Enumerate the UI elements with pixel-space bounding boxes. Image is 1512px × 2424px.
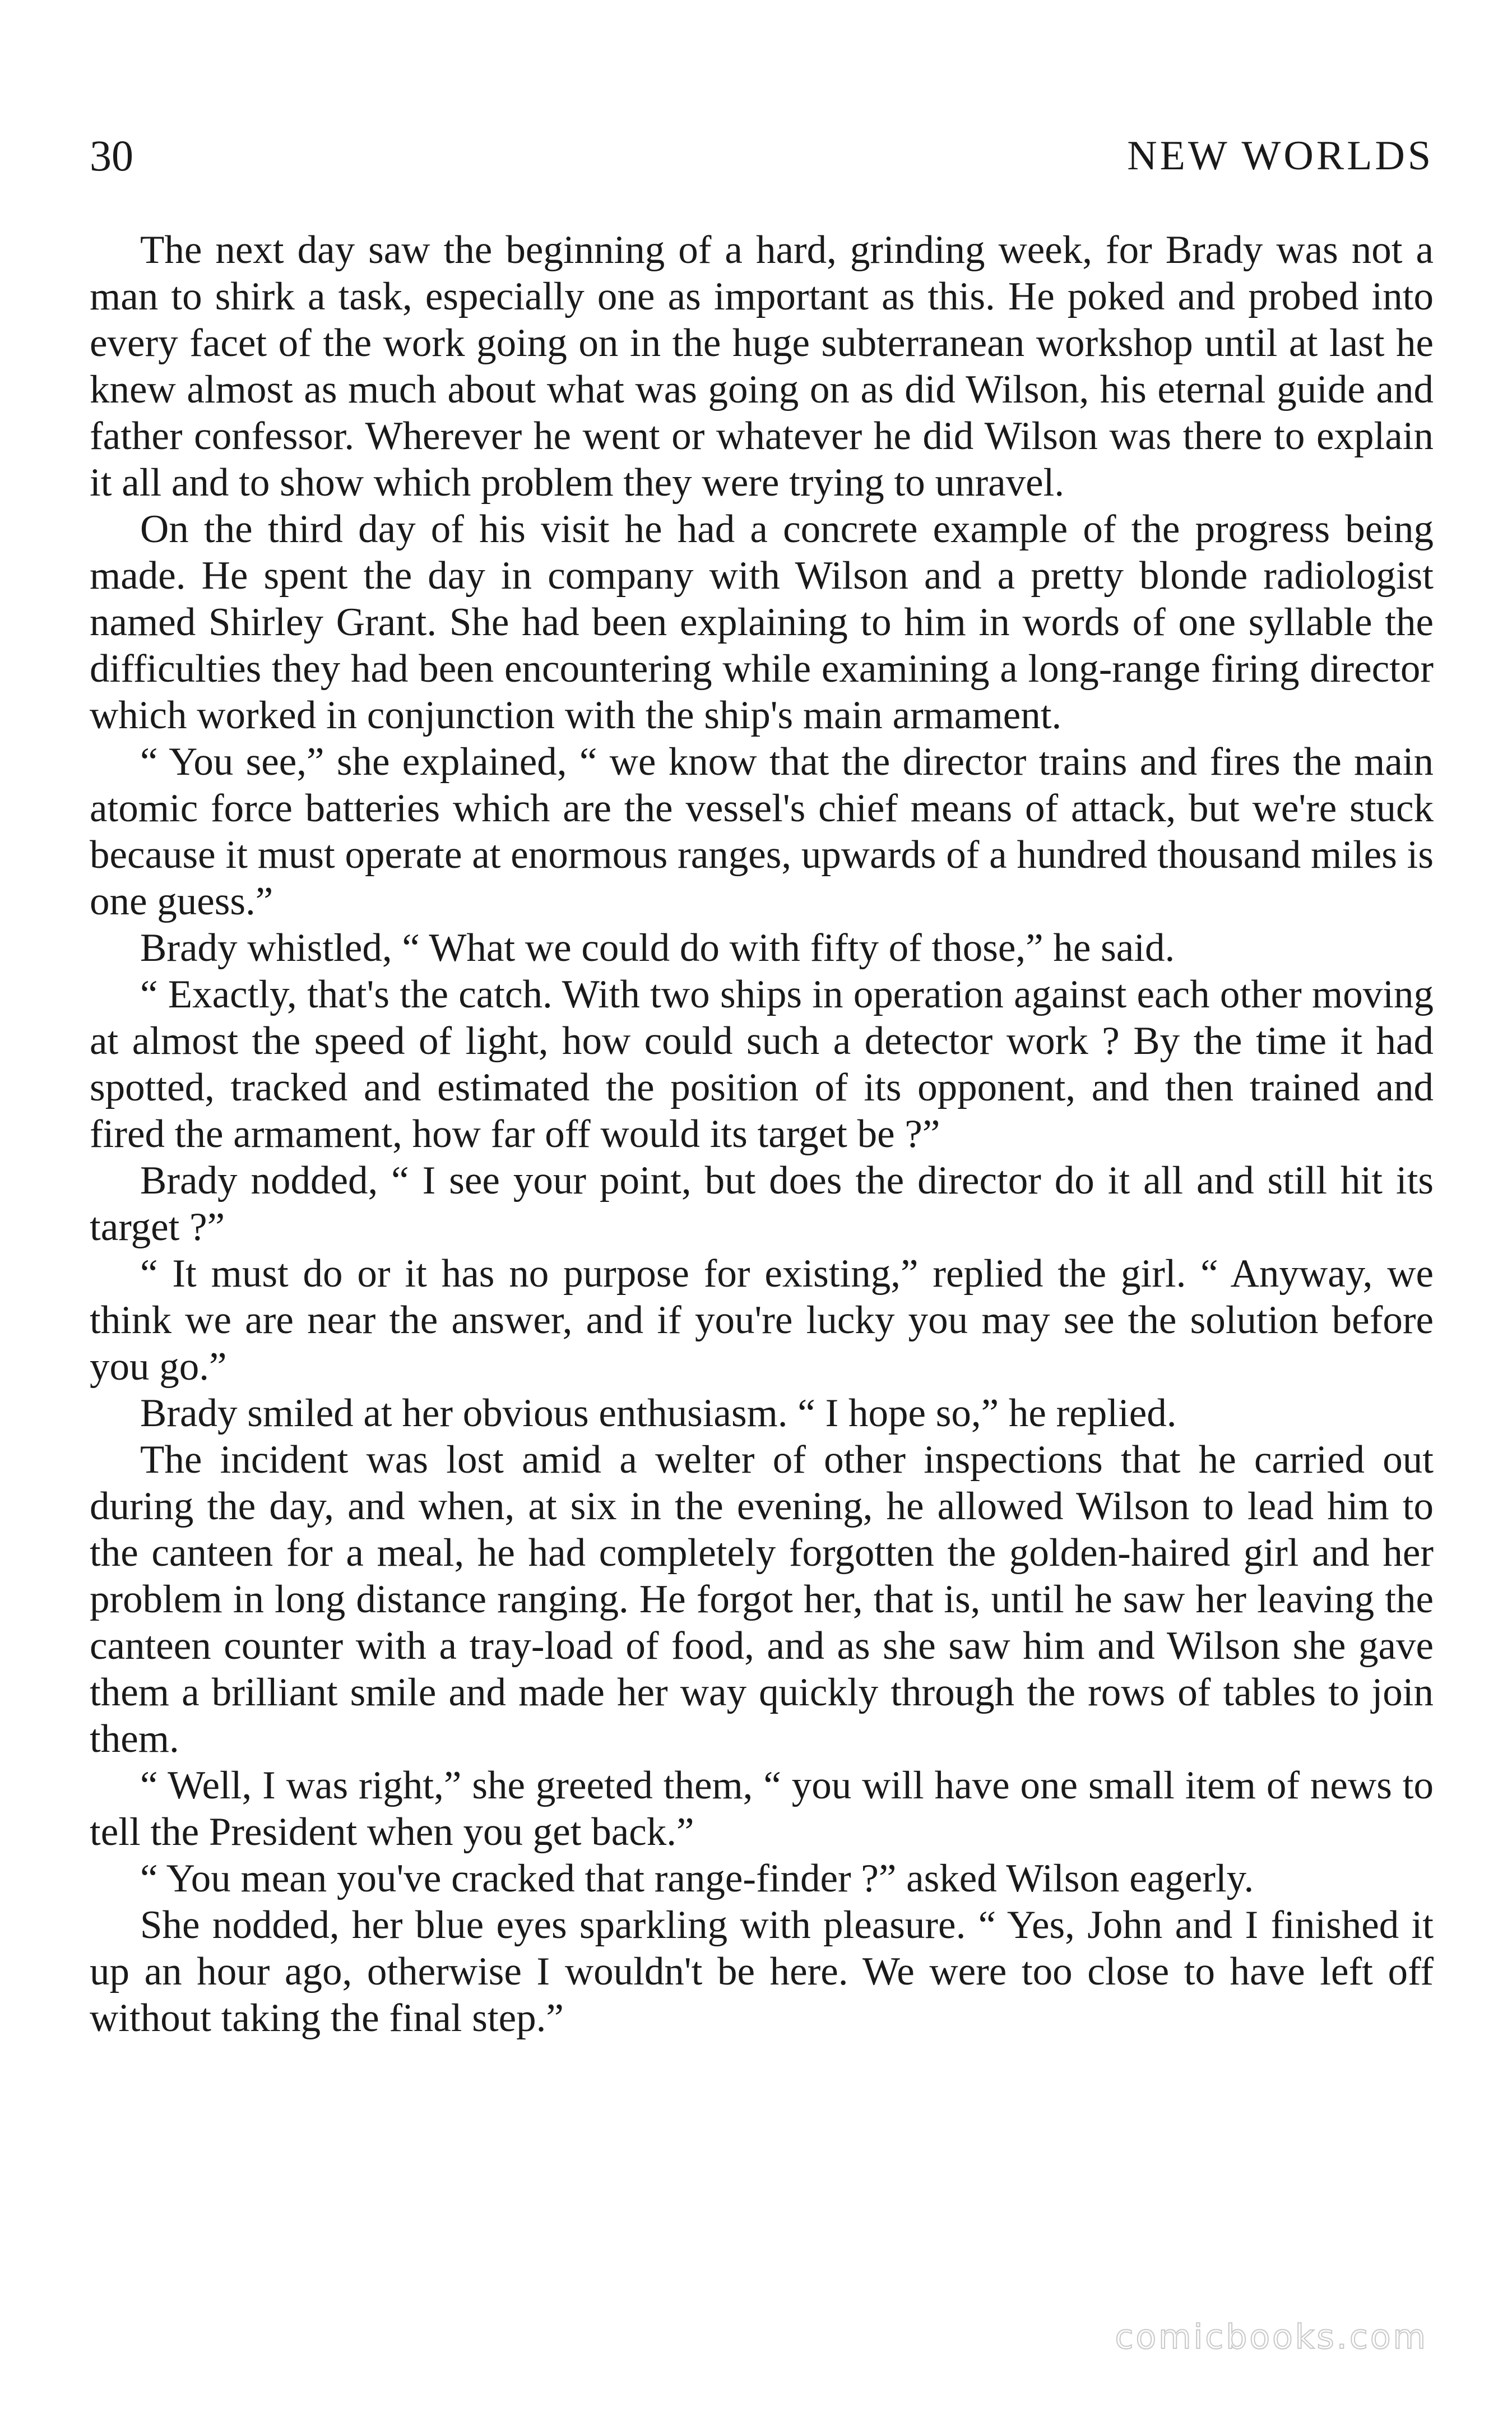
paragraph: The next day saw the beginning of a hard, grinding week, for Brady was not a man to shirk a task, especially one as important as this. He poked and probed into every facet of the work going on in the huge subterranean workshop until at last he knew almost as much about what was going on as did Wilson, his eternal guide and father confessor. Wherever he went or whatever he did Wilson was there to explain it all and to show which problem they were trying to unravel. <box>90 228 1434 505</box>
paragraph: “ You mean you've cracked that range-finder ?” asked Wilson eagerly. <box>140 1857 1254 1900</box>
page-header <box>90 128 1434 195</box>
paragraph: “ It must do or it has no purpose for existing,” replied the girl. “ Anyway, we think we are near the answer, and if you're lucky you may see the solution before you go.” <box>90 1252 1434 1389</box>
paragraph: “ Exactly, that's the catch. With two ships in operation against each other moving at almost the speed of light, how could such a detector work ? By the time it had spotted, tracked and estimated the position of its opponent, and then trained and fired the armament, how far off would its target be ?” <box>90 973 1434 1156</box>
watermark: comicbooks.com <box>1115 2317 1428 2357</box>
paragraph: On the third day of his visit he had a concrete example of the progress being made. He spent the day in company with Wilson and a pretty blonde radiologist named Shirley Grant. She had been explaining to him in words of one syllable the difficulties they had been encountering while examining a long-range firing director which worked in conjunction with the ship's main armament. <box>90 507 1434 737</box>
paragraph: Brady whistled, “ What we could do with fifty of those,” he said. <box>140 926 1175 970</box>
paragraph: Brady smiled at her obvious enthusiasm. “ I hope so,” he replied. <box>140 1391 1177 1435</box>
story-text <box>90 227 1434 2042</box>
running-head: NEW WORLDS <box>1127 133 1434 179</box>
paragraph: “ Well, I was right,” she greeted them, “ you will have one small item of news to tell the President when you get back.” <box>90 1764 1434 1854</box>
paragraph: She nodded, her blue eyes sparkling with pleasure. “ Yes, John and I finished it up an hour ago, otherwise I wouldn't be here. We were too close to have left off without taking the final step.” <box>90 1903 1434 2040</box>
paragraph: The incident was lost amid a welter of other inspections that he carried out during the day, and when, at six in the evening, he allowed Wilson to lead him to the canteen for a meal, he had completely forgotten the golden-haired girl and her problem in long distance ranging. He forgot her, that is, until he saw her leaving the canteen counter with a tray-load of food, and as she saw him and Wilson she gave them a brilliant smile and made her way quickly through the rows of tables to join them. <box>90 1438 1434 1761</box>
paragraph: “ You see,” she explained, “ we know that the director trains and fires the main atomic force batteries which are the vessel's chief means of attack, but we're stuck because it must operate at enormous ranges, upwards of a hundred thousand miles is one guess.” <box>90 740 1434 923</box>
page-number: 30 <box>90 131 133 180</box>
paragraph: Brady nodded, “ I see your point, but does the director do it all and still hit its target ?” <box>90 1159 1434 1249</box>
